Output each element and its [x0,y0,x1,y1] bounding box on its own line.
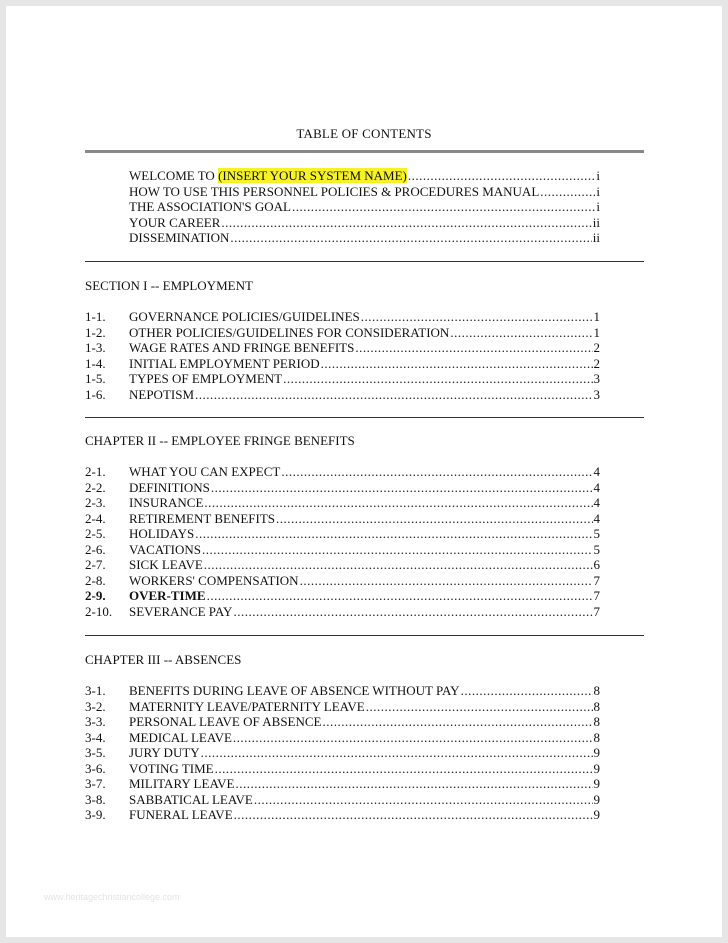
intro-entries [129,168,600,246]
entry-label: SEVERANCE PAY [129,603,233,619]
entry-label: PERSONAL LEAVE OF ABSENCE [129,714,322,729]
entry-page: 9 [593,807,600,822]
dot-leader [540,184,595,200]
entry-page: 9 [593,745,600,760]
entry-number: 2-3. [85,495,106,510]
entry-label: YOUR CAREER [129,214,221,230]
entry-page: 2 [593,355,600,371]
entry-label: RETIREMENT BENEFITS [129,510,276,526]
dot-leader [321,356,593,372]
entry-page: 3 [593,386,600,402]
toc-entry[interactable] [85,371,600,387]
entry-label: JURY DUTY [129,745,200,760]
section-fringe-benefits [85,433,600,619]
entry-label: VOTING TIME [129,760,214,776]
dot-leader [323,714,593,730]
entry-number: 2-5. [85,526,106,541]
entry-page: 1 [593,309,600,324]
entry-label: MILITARY LEAVE [129,776,235,791]
section-divider [85,417,644,418]
dot-leader [230,230,591,246]
dot-leader [207,588,593,604]
entry-number: 2-2. [85,479,106,495]
highlighted-placeholder: (INSERT YOUR SYSTEM NAME) [218,168,407,183]
toc-entry[interactable] [85,356,600,372]
entry-number: 2-7. [85,557,106,572]
dot-leader [361,309,593,325]
entry-page: 9 [593,791,600,807]
dot-leader [355,340,592,356]
toc-entry[interactable] [85,557,600,573]
dot-leader [366,699,593,715]
dot-leader [233,604,592,620]
entry-label: VACATIONS [129,541,201,557]
entry-number: 1-1. [85,309,106,324]
entry-label: MEDICAL LEAVE [129,729,232,745]
dot-leader [408,168,595,184]
dot-leader [211,480,593,496]
entry-page: 3 [593,371,600,386]
entry-page: 4 [593,510,600,526]
entry-label: THE ASSOCIATION'S GOAL [129,199,291,214]
entry-number: 1-5. [85,371,106,386]
entry-page: i [596,183,600,199]
section-title: CHAPTER II -- EMPLOYEE FRINGE BENEFITS [85,433,355,448]
entry-label: SICK LEAVE [129,557,203,572]
entry-number: 2-10. [85,603,113,619]
entry-label: WAGE RATES AND FRINGE BENEFITS [129,340,355,355]
dot-leader [254,792,593,808]
dot-leader [234,807,593,823]
entry-label: INSURANCE [129,495,204,510]
dot-leader [300,573,593,589]
dot-leader [461,683,593,699]
entry-label: DEFINITIONS [129,479,210,495]
section-absences [85,652,600,823]
entry-page: ii [592,230,600,245]
entry-number: 3-8. [85,791,106,807]
entry-prefix: WELCOME TO [129,168,219,183]
entry-number: 3-1. [85,683,106,698]
toc-entry[interactable] [85,526,600,542]
entry-page: 4 [593,479,600,495]
entry-page: 2 [593,340,600,355]
toc-entry[interactable] [85,464,600,480]
toc-entry[interactable] [129,230,600,246]
dot-leader [233,730,593,746]
entry-label: OTHER POLICIES/GUIDELINES FOR CONSIDERATION [129,324,450,340]
toc-entry[interactable] [85,745,600,761]
toc-entry[interactable] [85,387,600,403]
toc-entry[interactable] [85,761,600,777]
entry-page: 8 [593,729,600,745]
toc-entry[interactable] [129,168,600,184]
entry-number: 3-9. [85,807,106,822]
entry-page: 8 [593,698,600,714]
dot-leader [221,215,591,231]
entry-number: 3-7. [85,776,106,791]
entry-page: ii [592,214,600,230]
entry-page: 4 [593,495,600,510]
entry-number: 3-2. [85,698,106,714]
dot-leader [204,557,593,573]
toc-entry[interactable] [85,495,600,511]
entry-page: i [596,168,600,183]
entry-label: HOLIDAYS [129,526,195,541]
entry-label: FUNERAL LEAVE [129,807,233,822]
entry-label: HOW TO USE THIS PERSONNEL POLICIES & PROCEDURES MANUAL [129,183,540,199]
toc-entry[interactable] [85,730,600,746]
entry-page: 7 [593,572,600,588]
entry-number: 1-4. [85,355,106,371]
entry-label: NEPOTISM [129,386,195,402]
section-title: SECTION I -- EMPLOYMENT [85,278,253,293]
dot-leader [201,745,593,761]
dot-leader [276,511,592,527]
toc-entry[interactable] [129,199,600,215]
entry-number: 3-4. [85,729,106,745]
dot-leader [215,761,593,777]
dot-leader [281,464,592,480]
entry-page: 7 [593,603,600,619]
toc-entry[interactable] [85,573,600,589]
entry-page: 7 [593,588,600,603]
section-employment [85,278,600,402]
entry-label: BENEFITS DURING LEAVE OF ABSENCE WITHOUT PAY [129,683,460,698]
toc-entry[interactable] [85,588,600,604]
section-divider [85,261,644,262]
entry-page: 5 [593,541,600,557]
entry-number: 2-4. [85,510,106,526]
entry-label: GOVERNANCE POLICIES/GUIDELINES [129,309,360,324]
entry-number: 1-6. [85,386,106,402]
entry-number: 2-6. [85,541,106,557]
toc-title: TABLE OF CONTENTS [296,126,432,141]
dot-leader [450,325,592,341]
entry-label [129,168,407,184]
entry-number: 2-9. [85,588,106,603]
entry-number: 2-1. [85,464,106,479]
dot-leader [195,526,592,542]
toc-entry[interactable] [85,325,600,341]
entry-number: 1-2. [85,324,106,340]
dot-leader [195,387,592,403]
toc-entry[interactable] [85,340,600,356]
entry-page: 6 [593,557,600,572]
entry-label: MATERNITY LEAVE/PATERNITY LEAVE [129,698,365,714]
toc-entry[interactable] [85,604,600,620]
document-page [6,6,722,937]
watermark-text: www.heritagechristiancollege.com [44,892,180,902]
entry-page: 8 [593,683,600,698]
toc-entry[interactable] [85,714,600,730]
section-divider [85,635,644,636]
toc-entry[interactable] [85,699,600,715]
entry-number: 3-6. [85,760,106,776]
entry-label: OVER-TIME [129,588,206,603]
dot-leader [204,495,592,511]
toc-entry[interactable] [85,480,600,496]
title-divider [85,150,644,153]
toc-entry[interactable] [85,309,600,325]
dot-leader [202,542,593,558]
entry-label: TYPES OF EMPLOYMENT [129,371,283,386]
entry-label: INITIAL EMPLOYMENT PERIOD [129,355,320,371]
entry-label: SABBATICAL LEAVE [129,791,253,807]
entry-label: WORKERS' COMPENSATION [129,572,299,588]
toc-entry[interactable] [85,511,600,527]
toc-entry[interactable] [85,807,600,823]
toc-entry[interactable] [85,776,600,792]
entry-page: 8 [593,714,600,729]
entry-label: DISSEMINATION [129,230,230,245]
dot-leader [283,371,592,387]
entry-page: 5 [593,526,600,541]
entry-label: WHAT YOU CAN EXPECT [129,464,281,479]
entry-page: 4 [593,464,600,479]
toc-entry[interactable] [129,215,600,231]
dot-leader [235,776,592,792]
toc-entry[interactable] [85,542,600,558]
entry-number: 2-8. [85,572,106,588]
toc-entry[interactable] [85,792,600,808]
entry-page: 9 [593,760,600,776]
entry-page: i [596,199,600,214]
toc-entry[interactable] [129,184,600,200]
entry-number: 3-5. [85,745,106,760]
entry-number: 1-3. [85,340,106,355]
entry-page: 1 [593,324,600,340]
entry-page: 9 [593,776,600,791]
entry-number: 3-3. [85,714,106,729]
dot-leader [292,199,595,215]
section-title: CHAPTER III -- ABSENCES [85,652,242,667]
toc-entry[interactable] [85,683,600,699]
